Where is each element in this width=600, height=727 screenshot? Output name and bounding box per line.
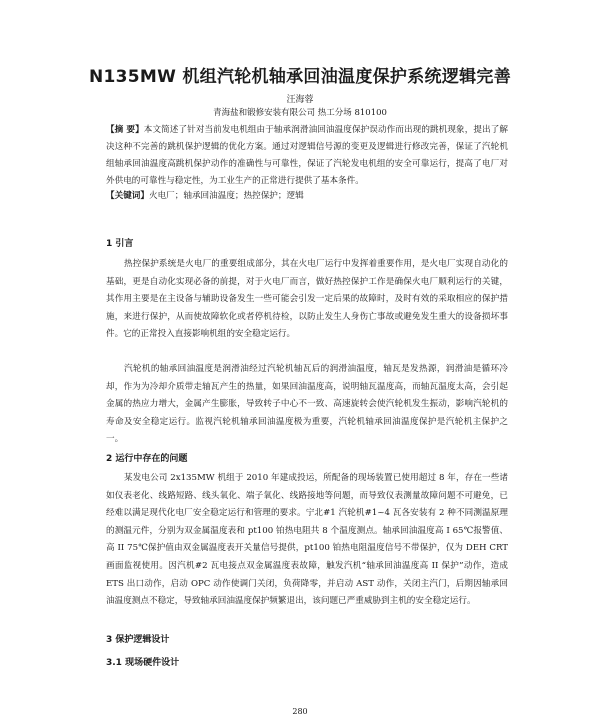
paragraph-problems-1: 某发电公司 2x135MW 机组于 2010 年建成投运，所配备的现场装置已使用超过 8 年，存在一些诸如仪表老化、线路短路、线头氧化、端子氧化、线路接地等问题，而导致仪表测量故障问题不可避免，已经难以满足现代化电厂安全稳定运行和管理的要求。宁北#1 汽轮机#1~4 瓦各安装有 2 种不同测温原理的测温元件，分别为双金属温度表和 pt100 铂热电阻共 8 个温度测点。轴承回油温度高 I 65℃报警值、高 II 75℃保护值由双金属温度表开关量信号提供，pt100 铂热电阻温度信号不带保护，仅为 DEH CRT 画面监视使用。因汽机#2 瓦电接点双金属温度表故障，触发汽机“轴承回油温度高 II 保护”动作，造成 ETS 出口动作，启动 OPC 动作使调门关闭，负荷降零，并启动 AST 动作，关闭主汽门，后期因轴承回油温度测点不稳定，导致轴承回油温度保护频繁退出，该问题已严重威胁到主机的安全稳定运行。 [106,473,508,607]
keywords-text: 火电厂；轴承回油温度；热控保护；逻辑 [148,191,304,201]
section-heading-introduction: 1 引言 [106,239,134,249]
keywords [106,189,508,203]
section-heading-logic-design: 3 保护逻辑设计 [106,635,170,645]
section-heading-problems: 2 运行中存在的问题 [106,454,188,464]
keywords-label: 【关键词】 [106,191,149,201]
author-name: 汪海蓉 [286,95,314,105]
paper-title: N135MW 机组汽轮机轴承回油温度保护系统逻辑完善 [88,67,512,87]
abstract-text: 本文简述了针对当前发电机组由于轴承润滑油回油温度保护误动作而出现的跳机现象，提出了解决这种不完善的跳机保护逻辑的优化方案。通过对逻辑信号源的变更及逻辑进行修改完善，保证了汽轮机组轴承回油温度高跳机保护动作的准确性与可靠性，保证了汽轮发电机组的安全可靠运行，提高了电厂对外供电的可靠性与稳定性，为工业生产的正常进行提供了基本条件。 [106,125,508,186]
author-affiliation: 青海盐和锻修安装有限公司 热工分场 810100 [213,108,387,118]
page-number: 280 [292,707,308,716]
abstract-label: 【摘 要】 [106,125,144,135]
paragraph-introduction-1: 热控保护系统是火电厂的重要组成部分，其在火电厂运行中发挥着重要作用，是火电厂实现自动化的基础，更是自动化实现必备的前提，对于火电厂而言，做好热控保护工作是确保火电厂顺利运行的关键，其作用主要是在主设备与辅助设备发生一些可能会引发一定后果的故障时，及时有效的采取相应的保护措施，来进行保护，从而使故障软化或者停机待检，以防止发生人身伤亡事故或避免发生重大的设备损坏事件。它的正常投入直接影响机组的安全稳定运行。 [106,259,508,340]
subsection-heading-hardware: 3.1 现场硬件设计 [106,658,180,668]
paragraph-introduction-2: 汽轮机的轴承回油温度是润滑油经过汽轮机轴瓦后的润滑油温度，轴瓦是发热源，润滑油是循环冷却，作为为冷却介质带走轴瓦产生的热量，如果回油温度高，说明轴瓦温度高，而轴瓦温度太高，会引起金属的热应力增大，金属产生膨胀，导致转子中心不一致、高速旋转会使汽轮机发生振动，影响汽轮机的寿命及安全稳定运行。监视汽轮机轴承回油温度极为重要，汽轮机轴承回油温度保护是汽轮机主保护之一。 [106,364,508,445]
abstract [106,122,508,190]
